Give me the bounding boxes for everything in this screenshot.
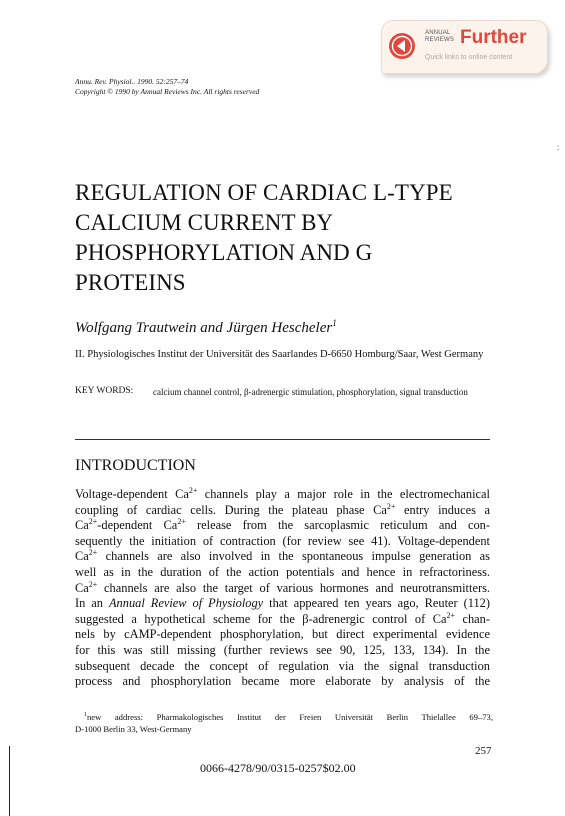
page-number: 257 — [475, 745, 492, 757]
further-tagline[interactable]: Quick links to online content — [425, 54, 513, 61]
further-publisher-label: ANNUAL REVIEWS — [425, 30, 455, 43]
author-affiliation: II. Physiologisches Institut der Universität des Saarlandes D-6650 Homburg/Saar, West Germany — [75, 349, 484, 360]
footnote — [75, 709, 493, 735]
body-line: process and phosphorylation became more elaborate by analysis of the — [75, 674, 490, 689]
section-divider — [75, 439, 490, 440]
journal-citation — [75, 77, 259, 97]
citation-line: Annu. Rev. Physiol.. 1990. 52:257–74 — [75, 77, 189, 86]
further-arrow-icon — [388, 32, 416, 60]
price-code: 0066-4278/90/0315-0257$02.00 — [200, 761, 356, 775]
body-line: nels by cAMP-dependent phosphorylation, but direct experimental evidence — [75, 627, 490, 642]
section-heading: INTRODUCTION — [75, 457, 196, 474]
footnote-mark: 1 — [84, 712, 87, 718]
further-word: Further — [460, 27, 527, 48]
body-line: subsequent decade the concept of regulation via the signal transduction — [75, 658, 490, 673]
body-line: $Ca^{2+}$-dependent $Ca^{2+}$ release from the sarcoplasmic reticulum and con- — [75, 517, 490, 533]
further-badge[interactable] — [381, 20, 548, 74]
body-line: for this was still missing (further reviews see 90, 125, 133, 134). In the — [75, 642, 490, 657]
body-line: Voltage-dependent $Ca^{2+}$ channels play a major role in the electromechanical — [75, 485, 490, 501]
body-line: sequently the initiation of contraction (for review see 41). Voltage-dependent — [75, 533, 490, 548]
body-line: well as in the duration of the action potentials and hence in refractoriness. — [75, 564, 490, 579]
copyright-line: Copyright © 1990 by Annual Reviews Inc. All rights reserved — [75, 87, 260, 96]
edge-mark: : — [557, 143, 560, 152]
title-line: PHOSPHORYLATION AND G — [75, 240, 373, 265]
title-line: REGULATION OF CARDIAC L-TYPE — [75, 180, 453, 205]
footnote-line: $^1$new address: Pharmakologisches Institut der Freien Universität Berlin Thielallee 69–73, — [84, 711, 493, 722]
body-line: suggested a hypothetical scheme for the β-adrenergic control of $Ca^{2+}$ chan- — [75, 610, 490, 626]
title-line: PROTEINS — [75, 270, 186, 295]
article-title — [75, 178, 515, 298]
author-names-text: Wolfgang Trautwein and Jürgen Hescheler — [75, 320, 333, 336]
title-line: CALCIUM CURRENT BY — [75, 210, 334, 235]
author-names — [75, 318, 337, 337]
body-line: $Ca^{2+}$ channels are also the target of various hormones and neurotransmitters. — [75, 579, 490, 595]
body-line: $Ca^{2+}$ channels are also involved in the spontaneous impulse generation as — [75, 548, 490, 564]
author-footnote-mark: 1 — [332, 318, 337, 328]
body-line: coupling of cardiac cells. During the plateau phase $Ca^{2+}$ entry induces a — [75, 501, 490, 517]
keywords-label: KEY WORDS: — [75, 386, 134, 396]
body-paragraph — [75, 487, 490, 690]
margin-bar — [9, 746, 10, 816]
footnote-line: D-1000 Berlin 33, West-Germany — [75, 723, 192, 734]
keywords-text: calcium channel control, β-adrenergic stimulation, phosphorylation, signal transduction — [153, 387, 468, 397]
body-line: In an Annual Review of Physiology that appeared ten years ago, Reuter (112) — [75, 596, 490, 611]
